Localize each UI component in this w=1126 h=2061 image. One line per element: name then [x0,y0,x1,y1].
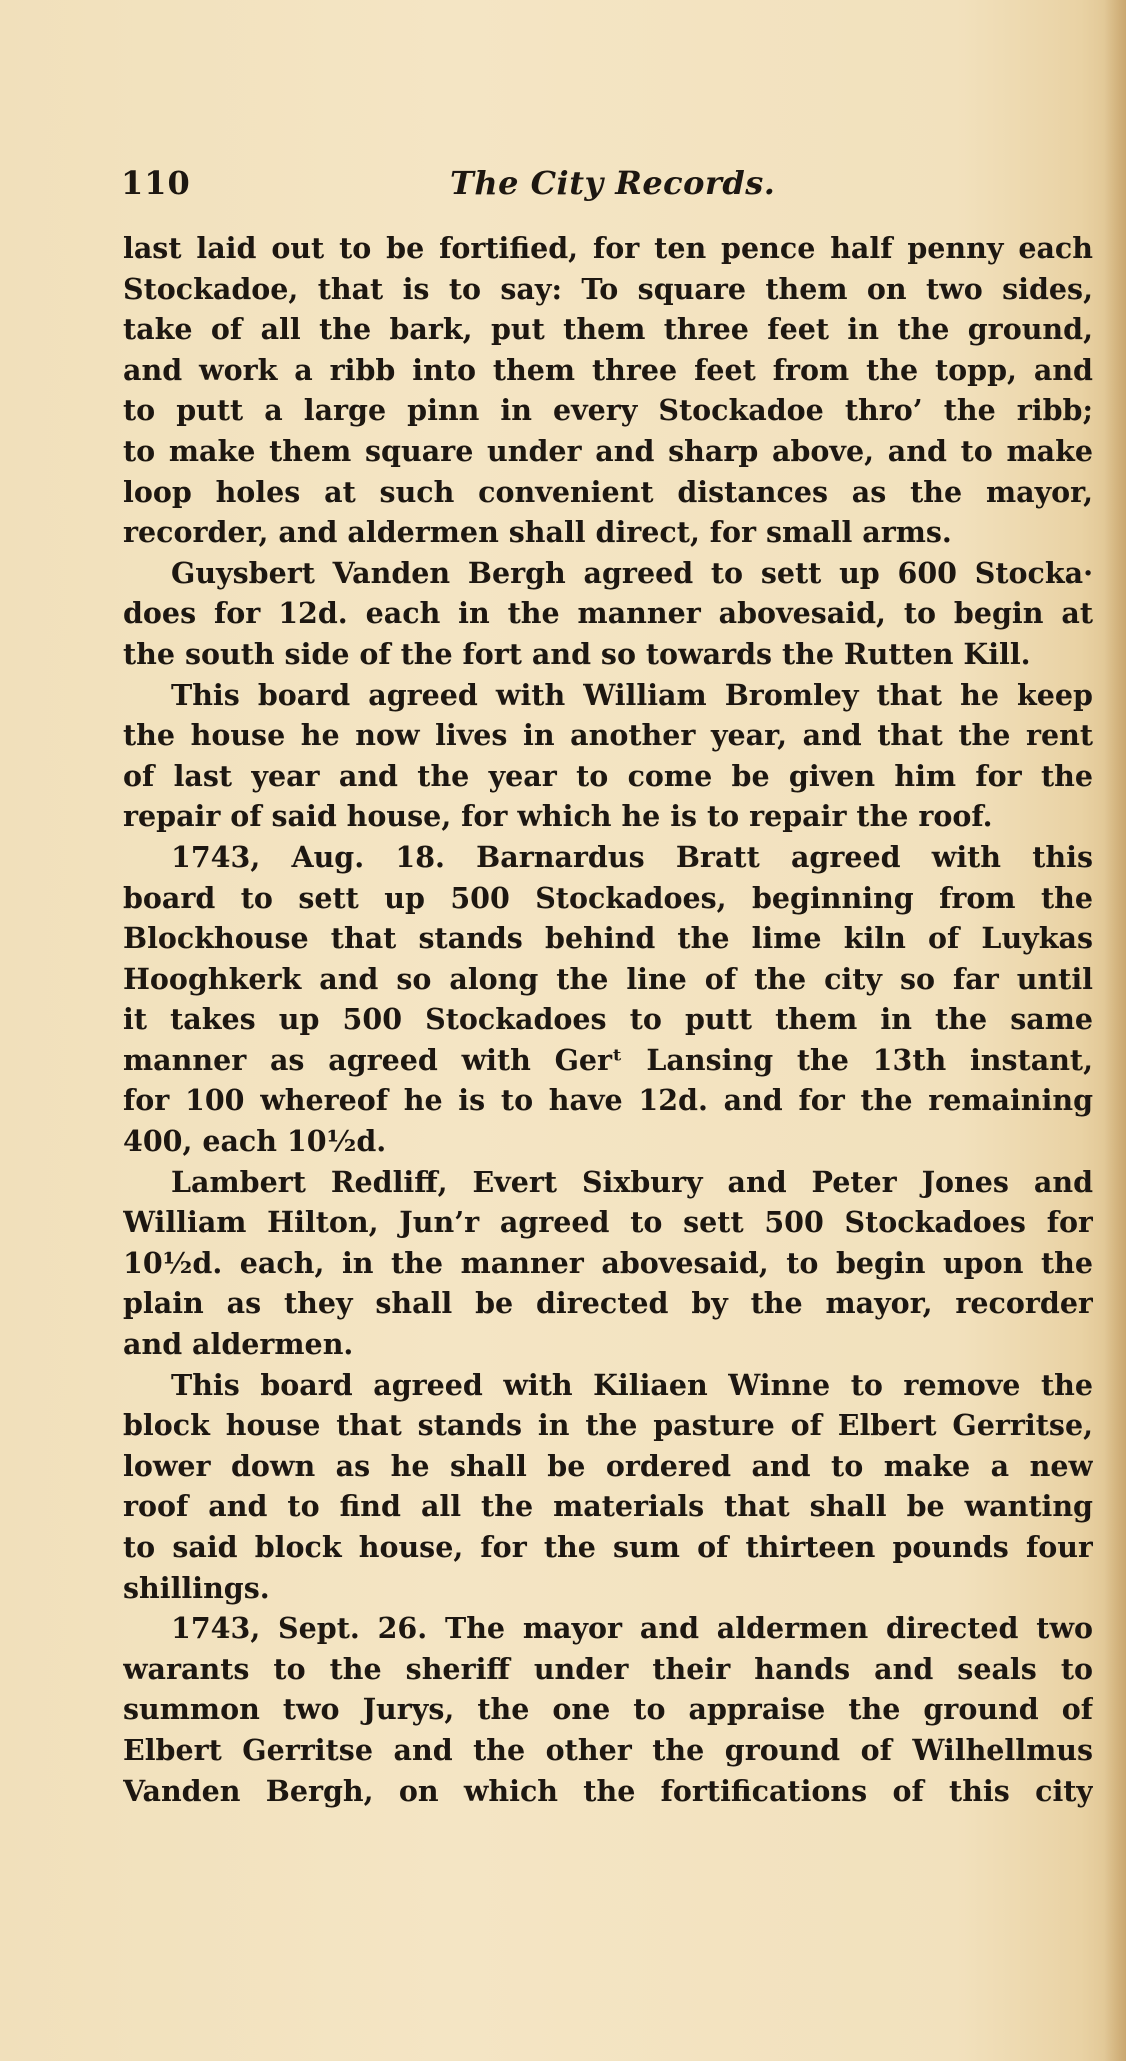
text-line: to said block house, for the sum of thirteen pounds four [123,1530,1093,1564]
text-line: for 100 whereof he is to have 12d. and for the remaining [123,1083,1093,1118]
text-line: loop holes at such convenient distances as the mayor, [123,474,1093,509]
text-line: lower down as he shall be ordered and to make a new [123,1448,1093,1483]
text-line: to putt a large pinn in every Stockadoe thro’ the ribb; [123,393,1093,428]
paragraph-start-line: 1743, Sept. 26. The mayor and aldermen directed two [171,1611,1093,1646]
page-edge-shadow [1104,0,1126,2061]
running-head [121,164,1101,214]
text-line: and work a ribb into them three feet from the topp, and [123,352,1093,387]
page-number: 110 [121,164,191,202]
paragraph-start-line: This board agreed with William Bromley that he keep [171,677,1093,712]
text-line: Elbert Gerritse and the other the ground of Wilhellmus [123,1732,1093,1767]
text-line: summon two Jurys, the one to appraise the ground of [123,1692,1093,1727]
text-line: 400, each 10½d. [123,1124,387,1159]
text-line: repair of said house, for which he is to repair the roof. [123,799,993,834]
paragraph-start-line: Lambert Redliff, Evert Sixbury and Peter Jones and [171,1164,1093,1199]
text-line: board to sett up 500 Stockadoes, beginning from the [123,880,1093,915]
text-line: warants to the sheriff under their hands and seals to [123,1651,1093,1686]
text-line: last laid out to be fortified, for ten pence half penny each [123,231,1093,265]
text-line: Vanden Bergh, on which the fortifications of this city [123,1773,1093,1808]
text-line: Stockadoe, that is to say: To square them on two sides, [123,271,1093,306]
body-text [123,228,1093,1811]
text-line: shillings. [123,1570,270,1605]
text-line: roof and to find all the materials that shall be wanting [123,1489,1093,1524]
text-line: Hooghkerk and so along the line of the city so far until [123,961,1093,996]
text-line: and aldermen. [123,1327,354,1362]
paragraph-start-line: Guysbert Vanden Bergh agreed to sett up 600 Stocka· [171,555,1093,590]
text-line: the south side of the fort and so towards the Rutten Kill. [123,636,1031,671]
text-line: plain as they shall be directed by the mayor, recorder [123,1286,1093,1321]
text-line: take of all the bark, put them three feet in the ground, [123,312,1093,347]
text-line: it takes up 500 Stockadoes to putt them in the same [123,1002,1093,1037]
text-line: block house that stands in the pasture of Elbert Gerritse, [123,1408,1093,1443]
paragraph-start-line: 1743, Aug. 18. Barnardus Bratt agreed with this [171,839,1093,874]
text-line: does for 12d. each in the manner abovesaid, to begin at [123,596,1093,631]
text-line: Blockhouse that stands behind the lime kiln of Luykas [123,921,1093,956]
running-title: The City Records. [450,164,776,202]
text-line: to make them square under and sharp above, and to make [123,433,1093,468]
text-line: William Hilton, Jun’r agreed to sett 500 Stockadoes for [123,1205,1093,1240]
text-line: manner as agreed with Gerᵗ Lansing the 13th instant, [123,1042,1093,1077]
paragraph-start-line: This board agreed with Kiliaen Winne to remove the [171,1367,1093,1402]
text-line: 10½d. each, in the manner abovesaid, to begin upon the [123,1245,1093,1280]
text-line: recorder, and aldermen shall direct, for small arms. [123,515,952,550]
text-line: the house he now lives in another year, and that the rent [123,718,1093,753]
text-line: of last year and the year to come be given him for the [123,758,1093,793]
